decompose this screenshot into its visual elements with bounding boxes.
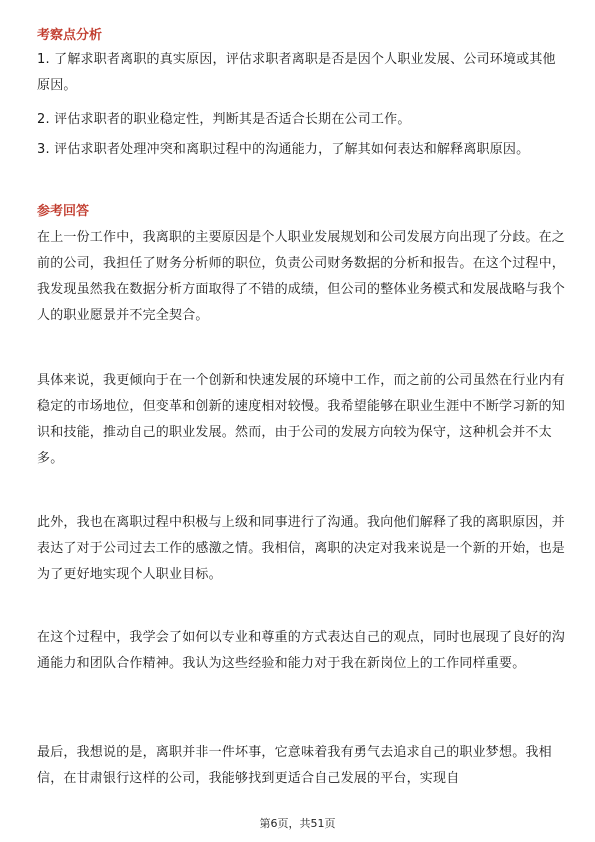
analysis-item-3: 3. 评估求职者处理冲突和离职过程中的沟通能力，了解其如何表达和解释离职原因。	[37, 142, 530, 157]
answer-paragraph-5: 最后，我想说的是，离职并非一件坏事，它意味着我有勇气去追求自己的职业梦想。我相信，在甘肃银行这样的公司，我能够找到更适合自己发展的平台，实现自	[37, 745, 552, 786]
page-number: 第6页，共51页	[259, 817, 336, 830]
analysis-item-1: 1. 了解求职者离职的真实原因，评估求职者离职是否是因个人职业发展、公司环境或其他原因。	[37, 52, 556, 93]
answer-paragraph-4: 在这个过程中，我学会了如何以专业和尊重的方式表达自己的观点，同时也展现了良好的沟通能力和团队合作精神。我认为这些经验和能力对于我在新岗位上的工作同样重要。	[37, 630, 566, 671]
answer-paragraph-1: 在上一份工作中，我离职的主要原因是个人职业发展规划和公司发展方向出现了分歧。在之前的公司，我担任了财务分析师的职位，负责公司财务数据的分析和报告。在这个过程中，我发现虽然我在数据分析方面取得了不错的成绩，但公司的整体业务模式和发展战略与我个人的职业愿景并不完全契合。	[37, 230, 566, 323]
analysis-item-2: 2. 评估求职者的职业稳定性，判断其是否适合长期在公司工作。	[37, 112, 411, 127]
section-heading-answer: 参考回答	[37, 204, 90, 219]
section-heading-analysis: 考察点分析	[37, 28, 103, 43]
answer-paragraph-3: 此外，我也在离职过程中积极与上级和同事进行了沟通。我向他们解释了我的离职原因，并表达了对于公司过去工作的感激之情。我相信，离职的决定对我来说是一个新的开始，也是为了更好地实现个人职业目标。	[37, 515, 566, 582]
answer-paragraph-2: 具体来说，我更倾向于在一个创新和快速发展的环境中工作，而之前的公司虽然在行业内有稳定的市场地位，但变革和创新的速度相对较慢。我希望能够在职业生涯中不断学习新的知识和技能，推动自己的职业发展。然而，由于公司的发展方向较为保守，这种机会并不太多。	[37, 373, 566, 466]
